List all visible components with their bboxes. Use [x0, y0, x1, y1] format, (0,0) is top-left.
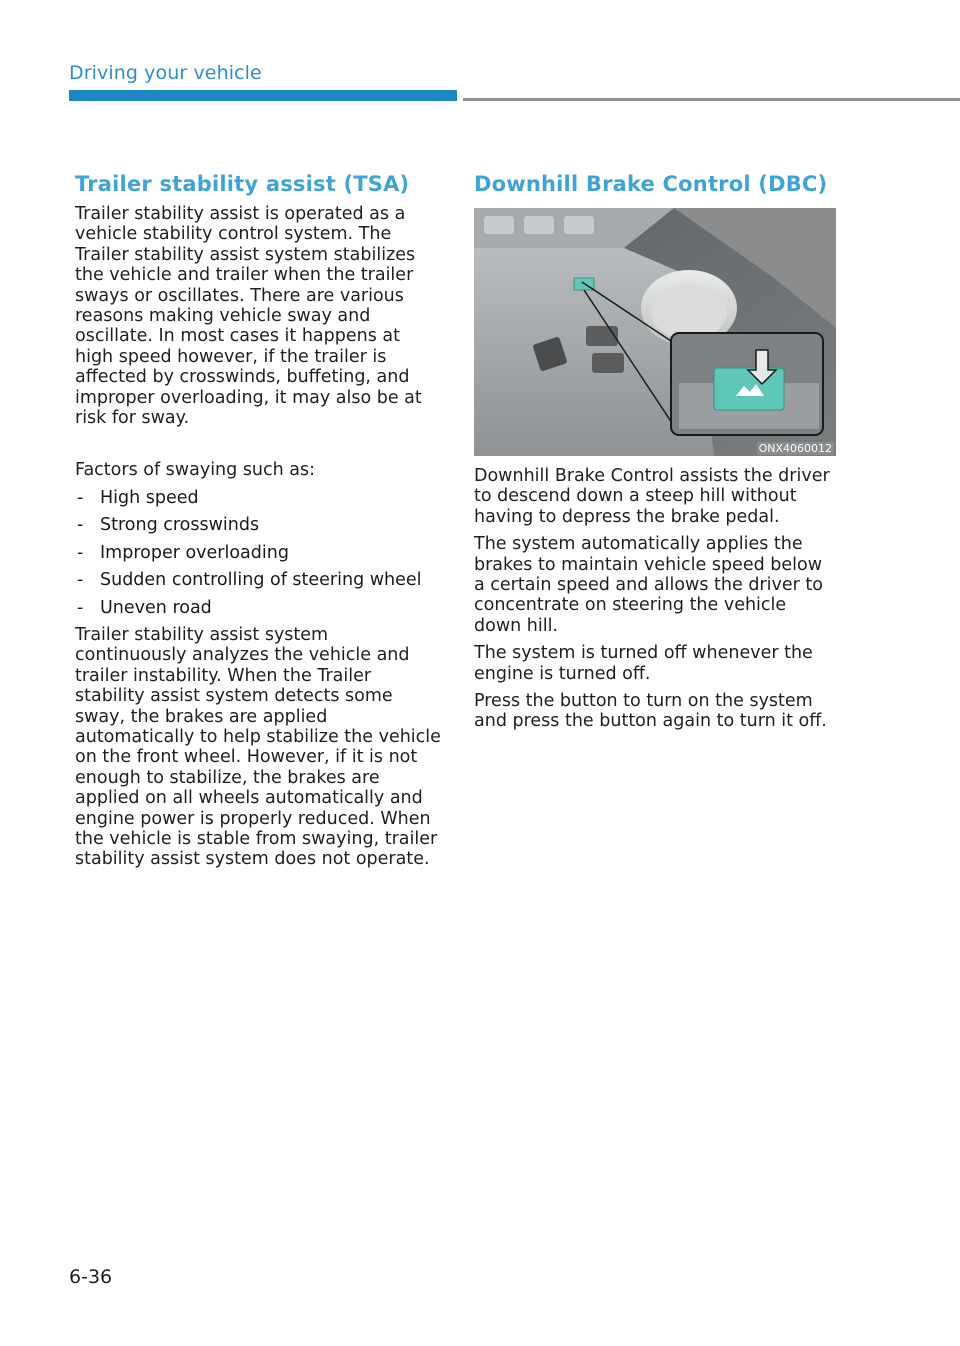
dash-bullet: -	[77, 597, 84, 618]
section-title: Driving your vehicle	[69, 62, 262, 84]
tsa-section	[75, 172, 443, 870]
dash-bullet: -	[77, 515, 84, 536]
factor-text: Strong crosswinds	[100, 515, 260, 536]
dash-bullet: -	[77, 542, 84, 563]
factor-text: Improper overloading	[100, 542, 289, 563]
dbc-paragraph: The system automatically applies the brakes to maintain vehicle speed below a certain speed and allows the driver to concentrate on steering the vehicle down hill.	[474, 534, 823, 636]
list-item	[75, 598, 443, 618]
factor-text: Uneven road	[100, 597, 212, 618]
tsa-closing-paragraph: Trailer stability assist system continuously analyzes the vehicle and trailer instability. When the Trailer stability assist system detects some sway, the brakes are applied automatically to help stabilize the vehicle on the front wheel. However, if it is not enough to stabilize, the brakes are applied on all wheels automatically and engine power is properly reduced. When the vehicle is stable from swaying, trailer stability assist system does not operate.	[75, 624, 441, 870]
console-button	[524, 216, 554, 234]
console-button	[484, 216, 514, 234]
dbc-section	[474, 172, 836, 732]
dbc-paragraph: Downhill Brake Control assists the driver to descend down a steep hill without having to depress the brake pedal.	[474, 466, 830, 527]
page-number: 6-36	[69, 1266, 113, 1288]
inset-dbc-button	[714, 368, 784, 410]
console-button	[564, 216, 594, 234]
list-item	[75, 570, 443, 590]
list-item	[75, 515, 443, 535]
dbc-paragraph: The system is turned off whenever the engine is turned off.	[474, 643, 813, 684]
dash-bullet: -	[77, 487, 84, 508]
header-accent-bar	[69, 90, 457, 101]
console-drawing	[474, 208, 836, 456]
dbc-button-illustration	[474, 208, 836, 456]
list-item	[75, 543, 443, 563]
tsa-heading: Trailer stability assist (TSA)	[75, 172, 410, 196]
factor-text: High speed	[100, 487, 199, 508]
factors-list	[75, 488, 443, 618]
dbc-heading: Downhill Brake Control (DBC)	[474, 172, 828, 196]
dash-bullet: -	[77, 570, 84, 591]
factor-text: Sudden controlling of steering wheel	[100, 570, 422, 591]
tsa-intro-paragraph: Trailer stability assist is operated as a vehicle stability control system. The Trailer stability assist system stabilizes the vehicle and trailer when the trailer sways or oscillates. There are various reasons making vehicle sway and oscillate. In most cases it happens at high speed however, if the trailer is affected by crosswinds, buffeting, and improper overloading, it may also be at risk for sway.	[75, 204, 422, 429]
header-rule	[463, 98, 960, 101]
cup-holder-inner	[651, 284, 727, 340]
console-switch	[592, 353, 624, 373]
figure-code: ONX4060012	[758, 442, 832, 455]
dbc-paragraph: Press the button to turn on the system and press the button again to turn it off.	[474, 691, 827, 732]
factors-intro: Factors of swaying such as:	[75, 460, 316, 481]
console-switch	[586, 326, 618, 346]
list-item	[75, 488, 443, 508]
